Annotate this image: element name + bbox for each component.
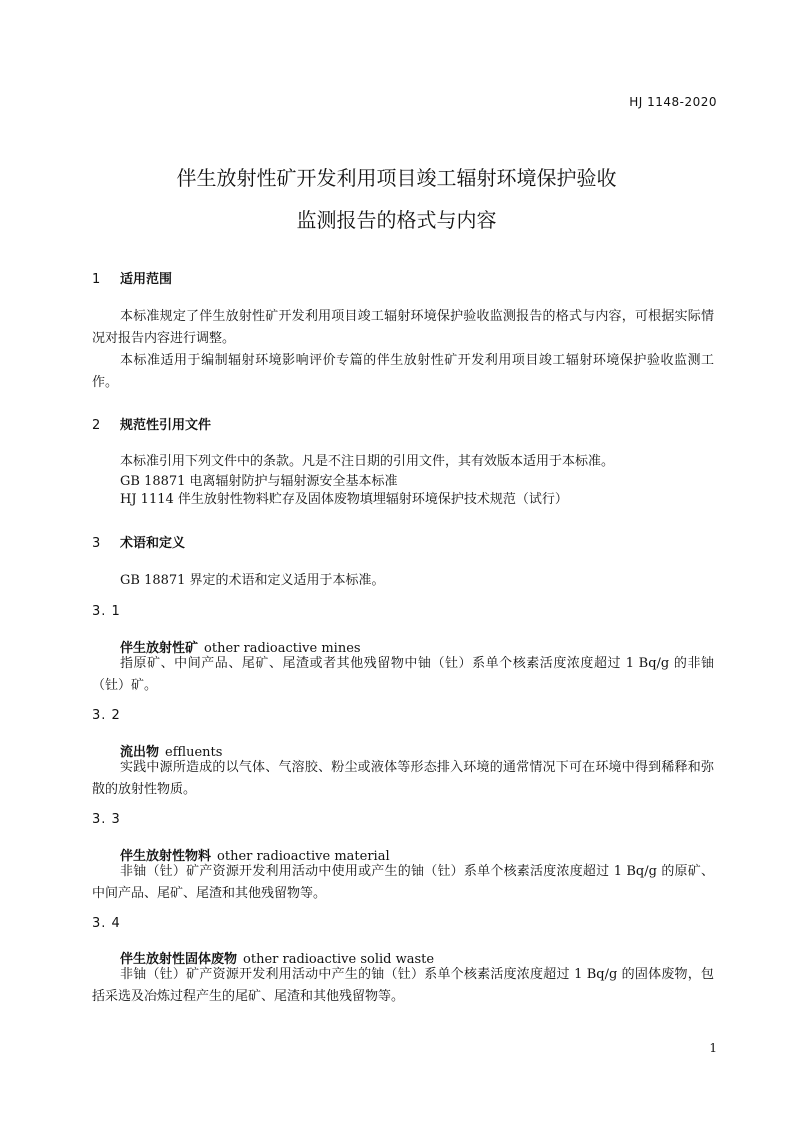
references-intro: 本标准引用下列文件中的条款。凡是不注日期的引用文件，其有效版本适用于本标准。 [120,454,615,469]
scope-paragraph-2: 本标准适用于编制辐射环境影响评价专篇的伴生放射性矿开发利用项目竣工辐射环境保护验收监测工作。 [92,353,714,390]
term-definition: 指原矿、中间产品、尾矿、尾渣或者其他残留物中铀（钍）系单个核素活度浓度超过 1 Bq/g 的非铀（钍）矿。 [92,656,714,693]
term-chinese: 伴生放射性矿 [120,641,199,656]
reference-item: HJ 1114 伴生放射性物料贮存及固体废物填埋辐射环境保护技术规范（试行） [120,492,568,507]
term-number: 3. 4 [92,916,121,931]
term-chinese: 伴生放射性物料 [120,849,212,864]
term-english: other radioactive mines [204,641,361,656]
section-number: 1 [92,272,101,287]
term-definition: 实践中源所造成的以气体、气溶胶、粉尘或液体等形态排入环境的通常情况下可在环境中得到稀释和弥散的放射性物质。 [92,760,714,797]
section-title: 适用范围 [120,272,173,287]
section-heading-terms [92,532,185,551]
term-english: other radioactive material [217,849,390,864]
section-heading-references [92,414,211,433]
standard-code: HJ 1148-2020 [629,95,717,109]
section-title: 术语和定义 [120,536,186,551]
term-chinese: 伴生放射性固体废物 [120,952,238,967]
section-number: 3 [92,536,101,551]
scope-paragraph-1: 本标准规定了伴生放射性矿开发利用项目竣工辐射环境保护验收监测报告的格式与内容，可根据实际情况对报告内容进行调整。 [92,309,714,346]
terms-intro: GB 18871 界定的术语和定义适用于本标准。 [120,573,385,588]
page-number: 1 [709,1041,717,1055]
term-number: 3. 2 [92,708,121,723]
term-definition: 非铀（钍）矿产资源开发利用活动中产生的铀（钍）系单个核素活度浓度超过 1 Bq/g 的固体废物，包括采选及冶炼过程产生的尾矿、尾渣和其他残留物等。 [92,967,714,1004]
term-number: 3. 3 [92,812,121,827]
section-heading-scope [92,268,172,287]
term-english: effluents [165,745,223,760]
term-definition: 非铀（钍）矿产资源开发利用活动中使用或产生的铀（钍）系单个核素活度浓度超过 1 Bq/g 的原矿、中间产品、尾矿、尾渣和其他残留物等。 [92,864,714,901]
term-chinese: 流出物 [120,745,160,760]
section-title: 规范性引用文件 [120,418,212,433]
document-title-line-2: 监测报告的格式与内容 [296,208,497,232]
term-english: other radioactive solid waste [243,952,435,967]
document-title-line-1: 伴生放射性矿开发利用项目竣工辐射环境保护验收 [176,166,617,190]
section-number: 2 [92,418,101,433]
reference-item: GB 18871 电离辐射防护与辐射源安全基本标准 [120,474,398,489]
term-number: 3. 1 [92,604,121,619]
